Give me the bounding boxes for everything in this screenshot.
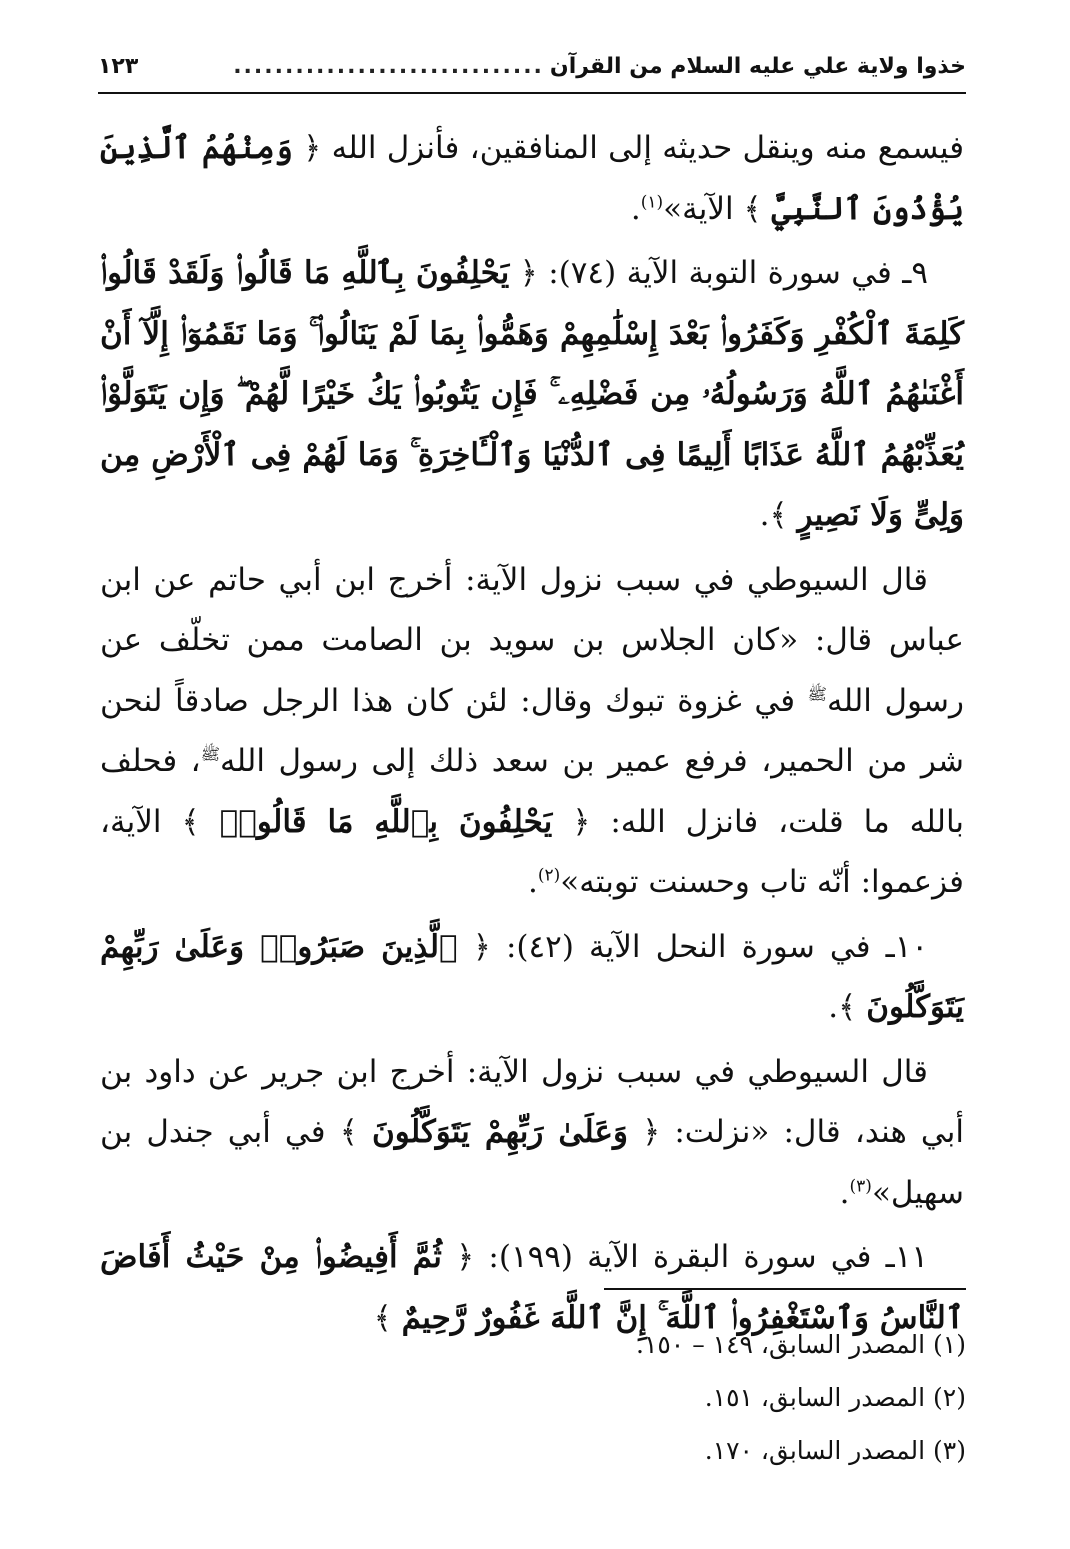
period: . bbox=[630, 190, 641, 227]
paragraph-1 bbox=[100, 118, 964, 239]
quran-close-bracket: ﴾ bbox=[373, 1299, 392, 1336]
quran-open-bracket: ﴿ bbox=[572, 803, 591, 840]
quran-close-bracket: ﴾ bbox=[743, 190, 762, 227]
header-rule bbox=[98, 92, 966, 94]
quran-open-bracket: ﴿ bbox=[519, 255, 538, 291]
quran-verse: يَحْلِفُونَ بِٱللَّهِ مَا قَالُوا۟ وَلَقَدْ قَالُوا۟ كَلِمَةَ ٱلْكُفْرِ وَكَفَرُوا۟ بَعْدَ إِسْلَٰمِهِمْ وَهَمُّوا۟ بِمَا لَمْ يَنَالُوا۟ ۚ وَمَا نَقَمُوٓا۟ إِلَّآ أَنْ أَغْنَىٰهُمُ ٱللَّهُ وَرَسُولُهُۥ مِن فَضْلِهِۦ ۚ فَإِن يَتُوبُوا۟ يَكُ خَيْرًا لَّهُمْ ۖ وَإِن يَتَوَلَّوْا۟ يُعَذِّبْهُمُ ٱللَّهُ عَذَابًا أَلِيمًا فِى ٱلدُّنْيَا وَٱلْـَٔاخِرَةِ ۚ وَمَا لَهُمْ فِى ٱلْأَرْضِ مِن وَلِىٍّ وَلَا نَصِيرٍ bbox=[100, 255, 964, 533]
paragraph-text: في غزوة تبوك وقال: لئن كان هذا الرجل صادقاً لنحن شر من الحمير، فرفع عمير بن سعد ذلك إلى رسول الله bbox=[100, 682, 964, 779]
paragraph-text: ١٠ـ في سورة النحل الآية (٤٢): bbox=[490, 928, 928, 965]
leader-dots: .............................. bbox=[233, 53, 544, 79]
footnote-1: (١) المصدر السابق، ١٤٩ – ١٥٠. bbox=[636, 1330, 966, 1359]
paragraph-2 bbox=[100, 243, 964, 546]
book-title: خذوا ولاية علي عليه السلام من القرآن bbox=[549, 53, 966, 79]
quran-close-bracket: ﴾ bbox=[769, 497, 788, 533]
footnote-2: (٢) المصدر السابق، ١٥١. bbox=[704, 1383, 966, 1412]
salawat-honorific: ﷺ bbox=[807, 684, 827, 704]
paragraph-text: في أبي جندل بن سهيل» bbox=[100, 1114, 964, 1211]
quran-verse: وَعَلَىٰ رَبِّهِمْ يَتَوَكَّلُونَ bbox=[371, 1114, 628, 1150]
quran-open-bracket: ﴿ bbox=[303, 130, 322, 166]
paragraph-4 bbox=[100, 917, 964, 1038]
paragraph-text: ٩ـ في سورة التوبة الآية (٧٤): bbox=[537, 255, 928, 291]
footnote-ref: (٣) bbox=[849, 1176, 872, 1197]
period: . bbox=[839, 1174, 850, 1211]
running-header bbox=[98, 46, 966, 86]
footnote-rule bbox=[604, 1288, 966, 1290]
footnote-ref: (١) bbox=[640, 192, 664, 213]
paragraph-text: قال السيوطي في سبب نزول الآية: أخرج ابن أبي حاتم عن ابن عباس قال: «كان الجلاس بن سويد بن الصامت ممن تخلّف عن رسول الله bbox=[100, 561, 964, 719]
paragraph-text: الآية، فزعموا: أنّه تاب وحسنت توبته» bbox=[100, 803, 964, 900]
quran-close-bracket: ﴾ bbox=[339, 1114, 358, 1150]
footnote-ref: (٢) bbox=[537, 865, 561, 886]
quran-verse: يَحْلِفُونَ بِٱللَّهِ مَا قَالُوا۟ bbox=[219, 803, 553, 840]
paragraph-5 bbox=[100, 1042, 964, 1224]
quran-open-bracket: ﴿ bbox=[456, 1239, 475, 1275]
paragraph-text: فيسمع منه وينقل حديثه إلى المنافقين، فأنزل الله bbox=[321, 130, 965, 166]
quran-verse: ثُمَّ أَفِيضُوا۟ مِنْ حَيْثُ أَفَاضَ ٱلنَّاسُ وَٱسْتَغْفِرُوا۟ ٱللَّهَ ۚ إِنَّ ٱللَّهَ غَفُورٌ رَّحِيمٌ bbox=[100, 1239, 964, 1336]
salawat-honorific: ﷺ bbox=[200, 744, 221, 764]
quran-close-bracket: ﴾ bbox=[838, 989, 857, 1025]
paragraph-text: ، فحلف بالله ما قلت، فانزل الله: bbox=[100, 743, 965, 840]
period: . bbox=[828, 989, 839, 1025]
period: . bbox=[759, 497, 770, 533]
paragraph-text: قال السيوطي في سبب نزول الآية: أخرج ابن جرير عن داود بن أبي هند، قال: «نزلت: bbox=[100, 1053, 964, 1150]
quran-open-bracket: ﴿ bbox=[472, 928, 491, 965]
paragraph-text: ١١ـ في سورة البقرة الآية (١٩٩): bbox=[474, 1239, 928, 1275]
footnotes bbox=[400, 1318, 966, 1477]
body-text bbox=[100, 118, 964, 1352]
paragraph-text: الآية» bbox=[663, 190, 734, 227]
period: . bbox=[527, 864, 538, 900]
footnote-3: (٣) المصدر السابق، ١٧٠. bbox=[704, 1436, 966, 1465]
quran-close-bracket: ﴾ bbox=[181, 803, 200, 840]
page-number: ١٢٣ bbox=[98, 53, 139, 79]
quran-open-bracket: ﴿ bbox=[642, 1114, 661, 1150]
quran-verse: وَمِنْهُمُ ٱلَّذِينَ يُؤْذُونَ ٱلنَّبِيَّ bbox=[100, 130, 964, 227]
paragraph-3 bbox=[100, 550, 964, 913]
quran-verse: ٱلَّذِينَ صَبَرُوا۟ وَعَلَىٰ رَبِّهِمْ يَتَوَكَّلُونَ bbox=[100, 928, 964, 1025]
